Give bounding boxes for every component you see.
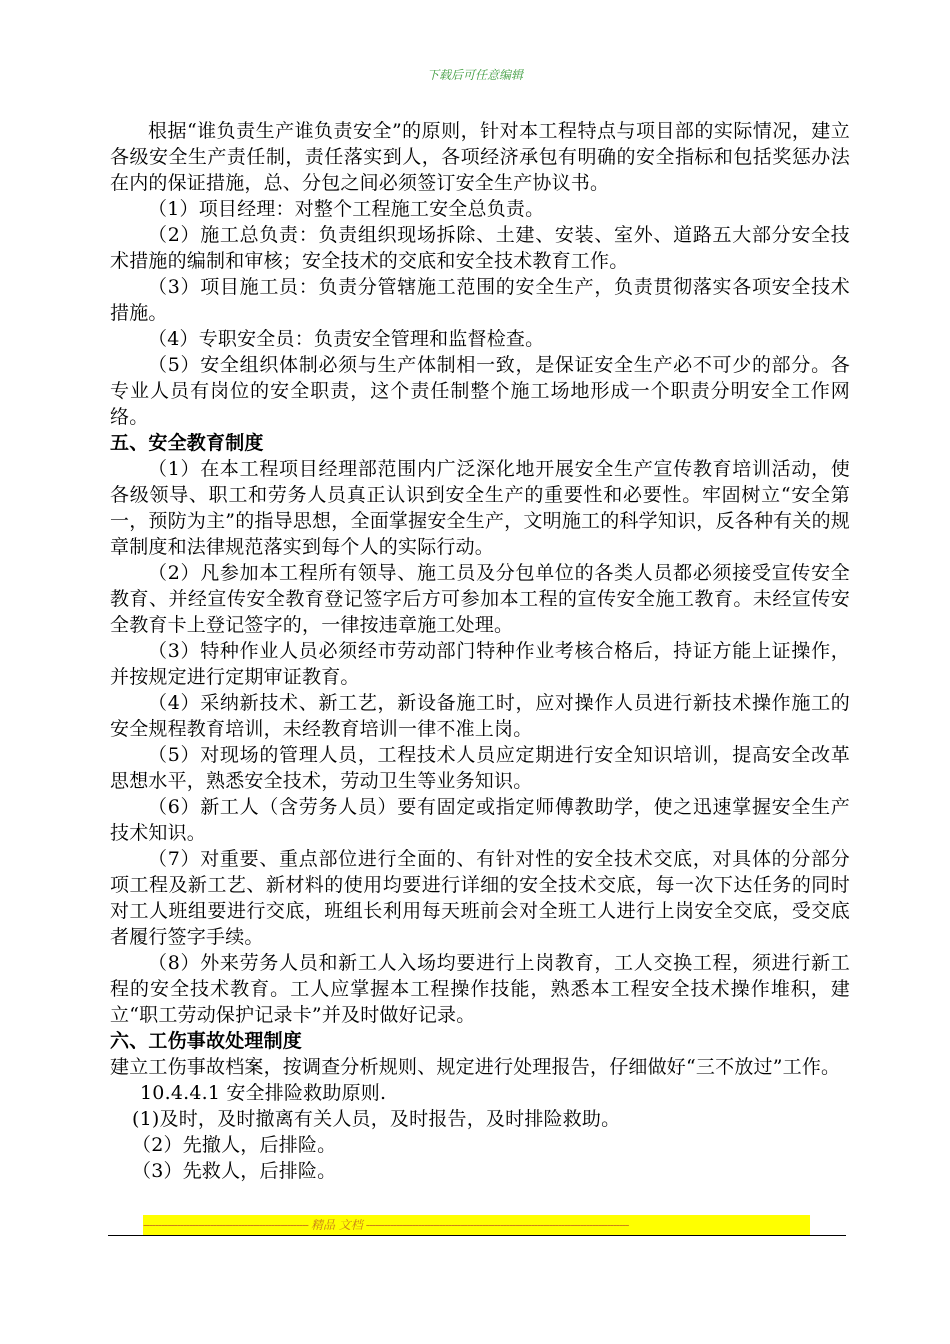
footer-banner	[143, 1215, 810, 1235]
responsibility-item-3: （3）项目施工员：负责分管辖施工范围的安全生产，负责贯彻落实各项安全技术措施。	[110, 276, 850, 324]
header-note: 下载后可任意编辑	[426, 68, 523, 82]
footer-right-dashes: --------------------------------------------------------------------------------------	[365, 1218, 629, 1232]
education-item-6: （6）新工人（含劳务人员）要有固定或指定师傅教助学，使之迅速掌握安全生产技术知识。	[110, 796, 850, 844]
education-item-2: （2）凡参加本工程所有领导、施工员及分包单位的各类人员都必须接受宣传安全教育、并经宣传安全教育登记签字后方可参加本工程的宣传安全施工教育。未经宣传安全教育卡上登记签字的，一律按违章施工处理。	[110, 562, 850, 636]
responsibility-item-2: （2）施工总负责：负责组织现场拆除、土建、安装、室外、道路五大部分安全技术措施的编制和审核；安全技术的交底和安全技术教育工作。	[110, 224, 850, 272]
footer-rule	[108, 1235, 846, 1236]
responsibility-item-4: （4）专职安全员：负责安全管理和监督检查。	[148, 328, 545, 350]
education-item-5: （5）对现场的管理人员，工程技术人员应定期进行安全知识培训，提高安全改革思想水平，熟悉安全技术，劳动卫生等业务知识。	[110, 744, 850, 792]
document-body	[110, 118, 850, 1184]
rescue-item-3: （3）先救人，后排险。	[132, 1160, 337, 1182]
education-item-4: （4）采纳新技术、新工艺，新设备施工时，应对操作人员进行新技术操作施工的安全规程教育培训，未经教育培训一律不准上岗。	[110, 692, 850, 740]
footer-center-text: 精品 文档	[310, 1218, 363, 1232]
responsibility-item-1: （1）项目经理：对整个工程施工安全总负责。	[148, 198, 545, 220]
section-heading-injury: 六、工伤事故处理制度	[110, 1030, 303, 1052]
education-item-8: （8）外来劳务人员和新工人入场均要进行上岗教育，工人交换工程，须进行新工程的安全技术教育。工人应掌握本工程操作技能，熟悉本工程安全技术操作堆积，建立“职工劳动保护记录卡”并及时做好记录。	[110, 952, 850, 1026]
footer-left-dashes: ------------------------------------------------------	[143, 1218, 308, 1232]
education-item-1: （1）在本工程项目经理部范围内广泛深化地开展安全生产宣传教育培训活动，使各级领导、职工和劳务人员真正认识到安全生产的重要性和必要性。牢固树立“安全第一，预防为主”的指导思想，全面掌握安全生产，文明施工的科学知识，反各种有关的规章制度和法律规范落实到每个人的实际行动。	[110, 458, 850, 558]
rescue-item-2: （2）先撤人，后排险。	[132, 1134, 337, 1156]
education-item-3: （3）特种作业人员必须经市劳动部门特种作业考核合格后，持证方能上证操作，并按规定进行定期审证教育。	[110, 640, 850, 688]
intro-paragraph: 根据“谁负责生产谁负责安全”的原则，针对本工程特点与项目部的实际情况，建立各级安全生产责任制，责任落实到人，各项经济承包有明确的安全指标和包括奖惩办法在内的保证措施，总、分包之间必须签订安全生产协议书。	[110, 120, 850, 194]
section-heading-education: 五、安全教育制度	[110, 432, 264, 454]
rescue-item-1: (1)及时，及时撤离有关人员，及时报告，及时排险救助。	[132, 1108, 621, 1130]
rescue-principle-heading: 10.4.4.1 安全排险救助原则.	[140, 1082, 387, 1104]
education-item-7: （7）对重要、重点部位进行全面的、有针对性的安全技术交底，对具体的分部分项工程及新工艺、新材料的使用均要进行详细的安全技术交底，每一次下达任务的同时对工人班组要进行交底，班组长利用每天班前会对全班工人进行上岗安全交底，受交底者履行签字手续。	[110, 848, 850, 948]
responsibility-item-5: （5）安全组织体制必须与生产体制相一致，是保证安全生产必不可少的部分。各专业人员有岗位的安全职责，这个责任制整个施工场地形成一个职责分明安全工作网络。	[110, 354, 850, 428]
injury-paragraph: 建立工伤事故档案，按调查分析规则、规定进行处理报告，仔细做好“三不放过”工作。	[110, 1056, 841, 1078]
